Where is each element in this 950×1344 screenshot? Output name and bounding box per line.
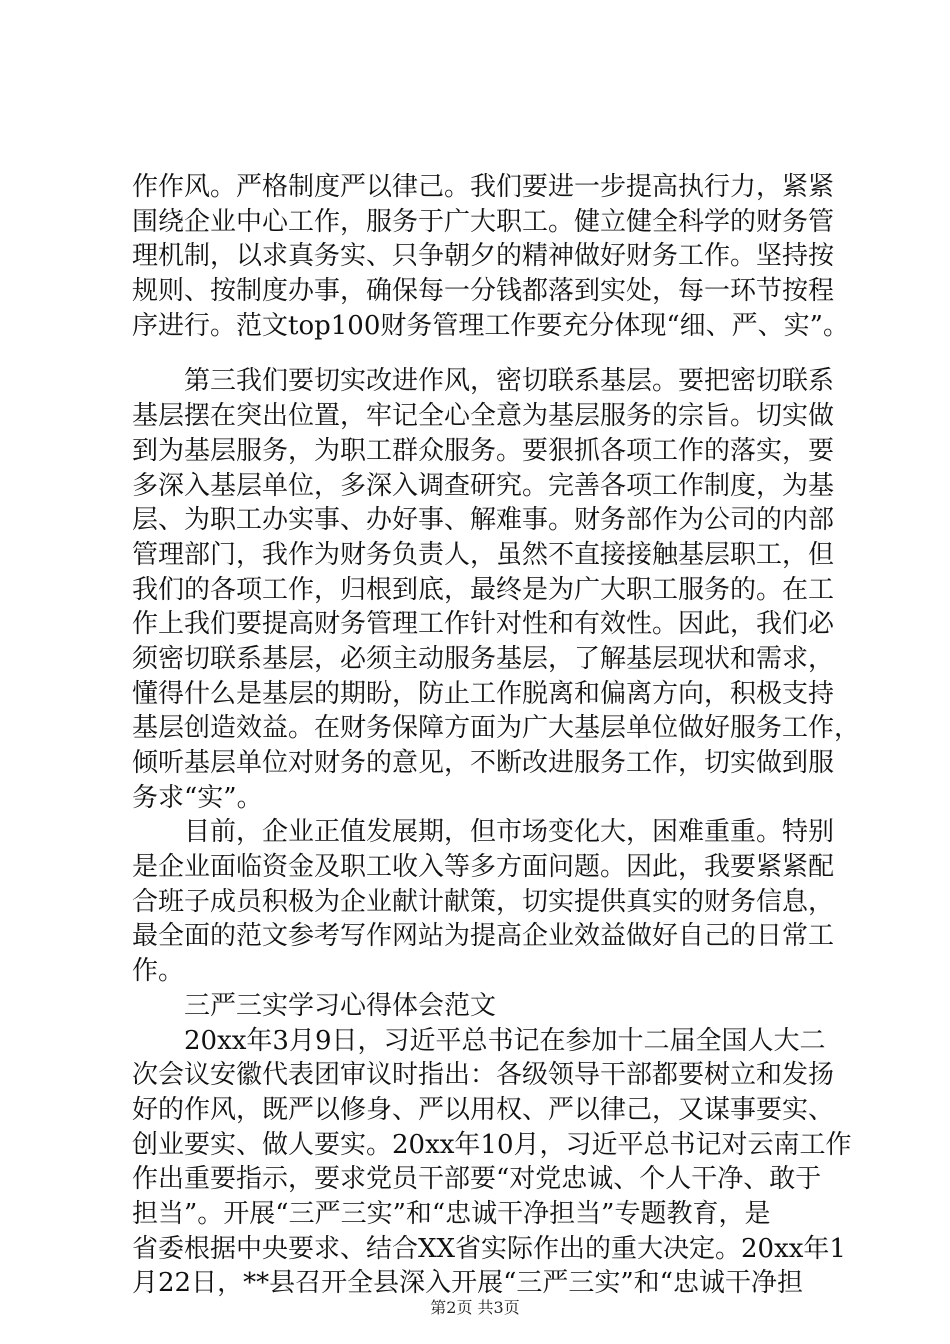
page-number: 第2页 共3页: [430, 1298, 520, 1317]
text-line: 省委根据中央要求、结合XX省实际作出的重大决定。20xx年1: [132, 1233, 846, 1264]
text-line: 懂得什么是基层的期盼，防止工作脱离和偏离方向，积极支持: [132, 678, 835, 709]
text-line: 围绕企业中心工作，服务于广大职工。健立健全科学的财务管: [132, 206, 835, 237]
text-line: 到为基层服务，为职工群众服务。要狠抓各项工作的落实，要: [132, 435, 835, 466]
text-line: 合班子成员积极为企业献计献策，切实提供真实的财务信息，: [132, 886, 835, 917]
text-line: 基层摆在突出位置，牢记全心全意为基层服务的宗旨。切实做: [132, 401, 835, 432]
text-line: 须密切联系基层，必须主动服务基层，了解基层现状和需求，: [132, 643, 835, 674]
text-line: 目前，企业正值发展期，但市场变化大，困难重重。特别: [132, 817, 835, 848]
text-line: 三严三实学习心得体会范文: [132, 990, 497, 1021]
paragraph: [132, 1024, 852, 1302]
text-line: 担当”。开展“三严三实”和“忠诚干净担当”专题教育，是: [132, 1198, 771, 1229]
text-line: 务求“实”。: [132, 782, 263, 813]
document-body: [132, 170, 861, 1301]
text-line: 管理部门，我作为财务负责人，虽然不直接接触基层职工，但: [132, 539, 835, 570]
text-line: 作出重要指示，要求党员干部要“对党忠诚、个人干净、敢于: [132, 1164, 822, 1195]
text-line: 作作风。严格制度严以律己。我们要进一步提高执行力，紧紧: [132, 172, 835, 202]
text-line: 基层创造效益。在财务保障方面为广大基层单位做好服务工作，: [132, 713, 861, 744]
text-line: 好的作风，既严以修身、严以用权、严以律己，又谋事要实、: [132, 1094, 835, 1125]
text-line: 层、为职工办实事、办好事、解难事。财务部作为公司的内部: [132, 505, 835, 536]
paragraph-spacer: [132, 343, 832, 364]
page-footer: [0, 1298, 950, 1318]
text-line: 多深入基层单位，多深入调查研究。完善各项工作制度，为基: [132, 470, 835, 501]
text-line: 月22日，**县召开全县深入开展“三严三实”和“忠诚干净担: [132, 1268, 803, 1299]
text-line: 是企业面临资金及职工收入等多方面问题。因此，我要紧紧配: [132, 852, 835, 883]
text-line: 理机制，以求真务实、只争朝夕的精神做好财务工作。坚持按: [132, 241, 835, 272]
text-line: 倾听基层单位对财务的意见，不断改进服务工作，切实做到服: [132, 748, 835, 778]
paragraph: [132, 364, 861, 815]
text-line: 规则、按制度办事，确保每一分钱都落到实处，每一环节按程: [132, 276, 835, 307]
text-line: 作。: [132, 956, 185, 987]
text-line: 第三我们要切实改进作风，密切联系基层。要把密切联系: [132, 366, 835, 397]
text-line: 创业要实、做人要实。20xx年10月，习近平总书记对云南工作: [132, 1129, 852, 1160]
text-line: 我们的各项工作，归根到底，最终是为广大职工服务的。在工: [132, 574, 835, 605]
section-heading: [132, 989, 832, 1024]
paragraph: [132, 815, 835, 988]
text-line: 20xx年3月9日，习近平总书记在参加十二届全国人大二: [132, 1025, 826, 1056]
text-line: 最全面的范文参考写作网站为提高企业效益做好自己的日常工: [132, 921, 835, 952]
text-line: 序进行。范文top100财务管理工作要充分体现“细、严、实”。: [132, 310, 849, 341]
text-line: 次会议安徽代表团审议时指出：各级领导干部都要树立和发扬: [132, 1060, 835, 1091]
text-line: 作上我们要提高财务管理工作针对性和有效性。因此，我们必: [132, 609, 835, 640]
paragraph: [132, 170, 849, 343]
